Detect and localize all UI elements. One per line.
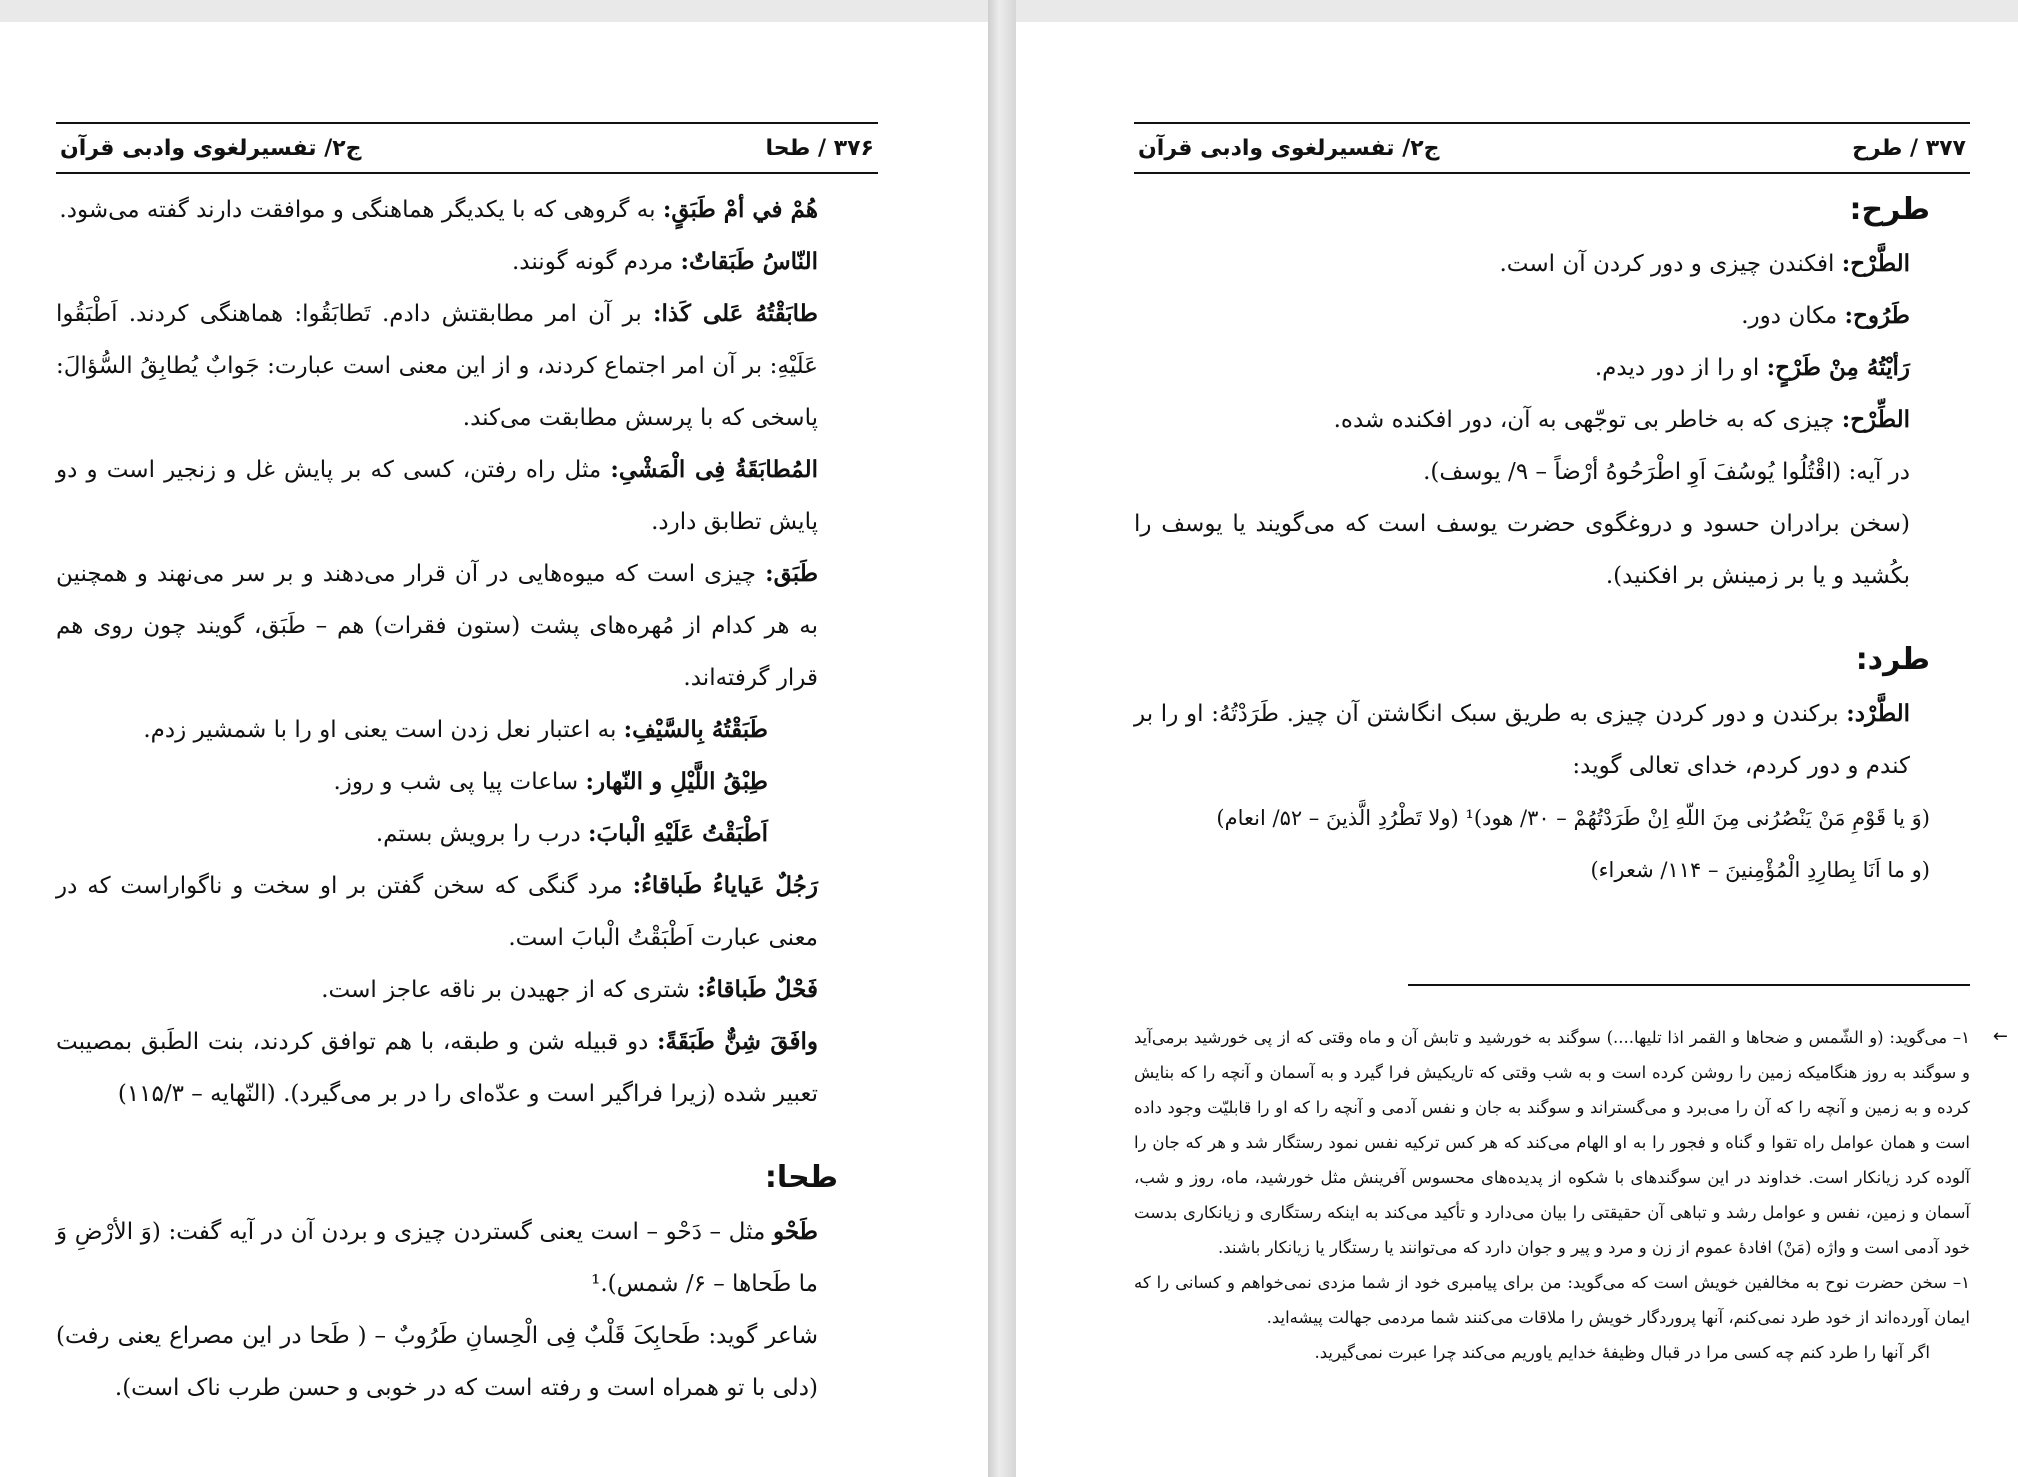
entry: هُمْ في أمْ طَبَقٍ: به گروهی که با یکدیگر هماهنگی و موافقت دارند گفته می‌شود.: [59, 196, 818, 223]
left-page-body: [56, 184, 878, 1414]
right-page-number-title: ۳۷۷ / طرح: [1852, 135, 1966, 161]
verse-line: (و ما اَنَا بِطارِدِ الْمُؤْمِنینَ – ۱۱۴/ شعراء): [1590, 858, 1930, 882]
left-page-number-title: ۳۷۶ / طحا: [765, 135, 874, 161]
entry: الطِّرْح: چیزی که به خاطر بی توجّهی به آن، دور افکنده شده.: [1333, 406, 1910, 433]
footnote-rule: [1408, 984, 1970, 986]
entry: الطَّرْد: برکندن و دور کردن چیزی به طریق سبک انگاشتن آن چیز. طَرَدْتُهُ: او را بر کندم و دور کردم، خدای تعالی گوید:: [1134, 700, 1910, 779]
footnote: ۱– سخن حضرت نوح به مخالفین خویش است که می‌گوید: من برای پیامبری خود از شما مزدی نمی‌خواهم و کسانی را که ایمان آورده‌اند از خود طرد نمی‌کنم، آنها پروردگار خویش را ملاقات می‌کنند شما مردمی جهالت پیشه‌اید.: [1134, 1273, 1970, 1327]
entry: رَجُلٌ عَیایاءُ طَباقاءُ: مرد گنگی که سخن گفتن بر او سخت و ناگواراست که در معنی عبارت اَطْبَقْتُ الْبابَ است.: [56, 872, 818, 951]
sub-entry: اَطْبَقْتُ عَلَیْهِ الْبابَ: درب را برویش بستم.: [375, 820, 768, 847]
entry: رَأیْتُهُ مِنْ طَرْحٍ: او را از دور دیدم.: [1594, 354, 1910, 381]
entry: النّاسُ طَبَقاتٌ: مردم گونه گونند.: [511, 248, 818, 275]
sub-entry: طَبَقْتُهُ بِالسَّیْفِ: به اعتبار نعل زدن است یعنی او را با شمشیر زدم.: [143, 716, 768, 743]
entry: شاعر گوید: طَحابِکَ قَلْبٌ فِی الْحِسانِ طَرُوبٌ – ( طَحا در این مصراع یعنی رفت) (دلی با تو همراه است و رفته است که در خوبی و حسن طرب ناک است).: [56, 1323, 818, 1401]
section-heading-tard: طرد:: [1855, 642, 1930, 677]
verse-line: (وَ یا قَوْمِ مَنْ یَنْصُرُنی مِنَ اللّهِ اِنْ طَرَدْتُهُمْ – ۳۰/ هود)¹ (ولا تَطْرُدِ الَّذینَ – ۵۲/ انعام): [1216, 806, 1930, 830]
left-book-title: ج۲/ تفسیرلغوی وادبی قرآن: [60, 135, 362, 161]
section-heading-taha: طحا:: [764, 1160, 838, 1195]
entry: طَرُوح: مکان دور.: [1741, 302, 1910, 329]
entry: طَبَق: چیزی است که میوه‌هایی در آن قرار می‌دهند و بر سر می‌نهند و همچنین به هر کدام از مُهره‌های پشت (ستون فقرات) هم – طَبَق، گویند چون روی هم قرار گرفته‌اند.: [56, 560, 818, 691]
entry: (سخن برادران حسود و دروغگوی حضرت یوسف است که می‌گویند یا یوسف را بکُشید و یا بر زمینش بر افکنید).: [1134, 511, 1910, 589]
footnote: اگر آنها را طرد کنم چه کسی مرا در قبال وظیفهٔ خدایم یاوریم می‌کند چرا عبرت نمی‌گیرید.: [1314, 1343, 1930, 1362]
footnotes: [1134, 1020, 1970, 1370]
entry: در آیه: (اقْتُلُوا یُوسُفَ اَوِ اطْرَحُوهُ أرْضاً – ۹/ یوسف).: [1423, 459, 1910, 485]
footnote: ۱– می‌گوید: (و الشّمس و ضحاها و القمر اذا تلیها....) سوگند به خورشید و تابش آن و ماه وقتی که از پی خورشید برمی‌آید و سوگند به روز هنگامیکه زمین را روشن کرده است و به شب وقتی که تاریکیش فرا گیرد و به آسمان و آنچه را که بنایش کرده و به زمین و آنچه را که آن را می‌برد و می‌گستراند و سوگند به جان و نفس آدمی و آنچه را که او را قابلیّت وجود داده است و همان عوامل راه تقوا و گناه و فجور را به او الهام می‌کند که هر کس ترکیه نفس نمود رستگار شد و هر که جان را آلوده کرد زیانکار است. خداوند در این سوگندهای با شکوه از پدیده‌های محسوس آفرینش مثل خورشید، ماه، روز و شب، آسمان و زمین، نفس و عوامل رشد و تباهی آن حقیقتی را بیان می‌دارد و تأکید می‌کند به اینکه رستگاری و زیانکاری بدست خود آدمی است و واژه (مَنْ) افادهٔ عموم از زن و مرد و پیر و جوان دارد که می‌توانند یا رستگار یا زیانکار باشند.: [1134, 1028, 1970, 1257]
entry: طَحْو مثل – دَحْو – است یعنی گستردن چیزی و بردن آن در آیه گفت: (وَ الأرْضِ وَ ما طَحاها – ۶/ شمس).¹: [56, 1218, 818, 1297]
entry: طابَقْتُهُ عَلی کَذا: بر آن امر مطابقتش دادم. تَطابَقُوا: هماهنگی کردند. اَطْبَقُوا عَلَیْهِ: بر آن امر اجتماع کردند، و از این معنی است عبارت: جَوابٌ یُطابِقُ السُّؤالَ: پاسخی که با پرسش مطابقت می‌کند.: [56, 300, 818, 431]
right-book-title: ج۲/ تفسیرلغوی وادبی قرآن: [1138, 135, 1440, 161]
right-page-body: [1134, 182, 1970, 896]
entry: الطَّرْح: افکندن چیزی و دور کردن آن است.: [1499, 250, 1910, 277]
entry: فَحْلٌ طَباقاءُ: شتری که از جهیدن بر ناقه عاجز است.: [321, 976, 818, 1003]
right-page-header: [1134, 122, 1970, 174]
section-heading-tarh: طرح:: [1849, 192, 1930, 227]
sub-entry: طِبْقُ اللَّیْلِ و النّهار: ساعات پیا پی شب و روز.: [333, 768, 768, 795]
arrow-left-icon: ←: [1992, 1026, 2008, 1047]
book-gutter: [988, 0, 1016, 1477]
left-page: [0, 22, 988, 1477]
left-page-header: [56, 122, 878, 174]
entry: وافَقَ شِنٌّ طَبَقَةً: دو قبیله شن و طبقه، با هم توافق کردند، بنت الطَبق بمصیبت تعبیر شده (زیرا فراگیر است و عدّه‌ای را در بر می‌گیرد). (النّهایه – ۱۱۵/۳): [56, 1028, 819, 1107]
entry: المُطابَقَةُ فِی الْمَشْیِ: مثل راه رفتن، کسی که بر پایش غل و زنجیر است و دو پایش تطابق دارد.: [56, 456, 818, 535]
right-page: [1016, 22, 2018, 1477]
